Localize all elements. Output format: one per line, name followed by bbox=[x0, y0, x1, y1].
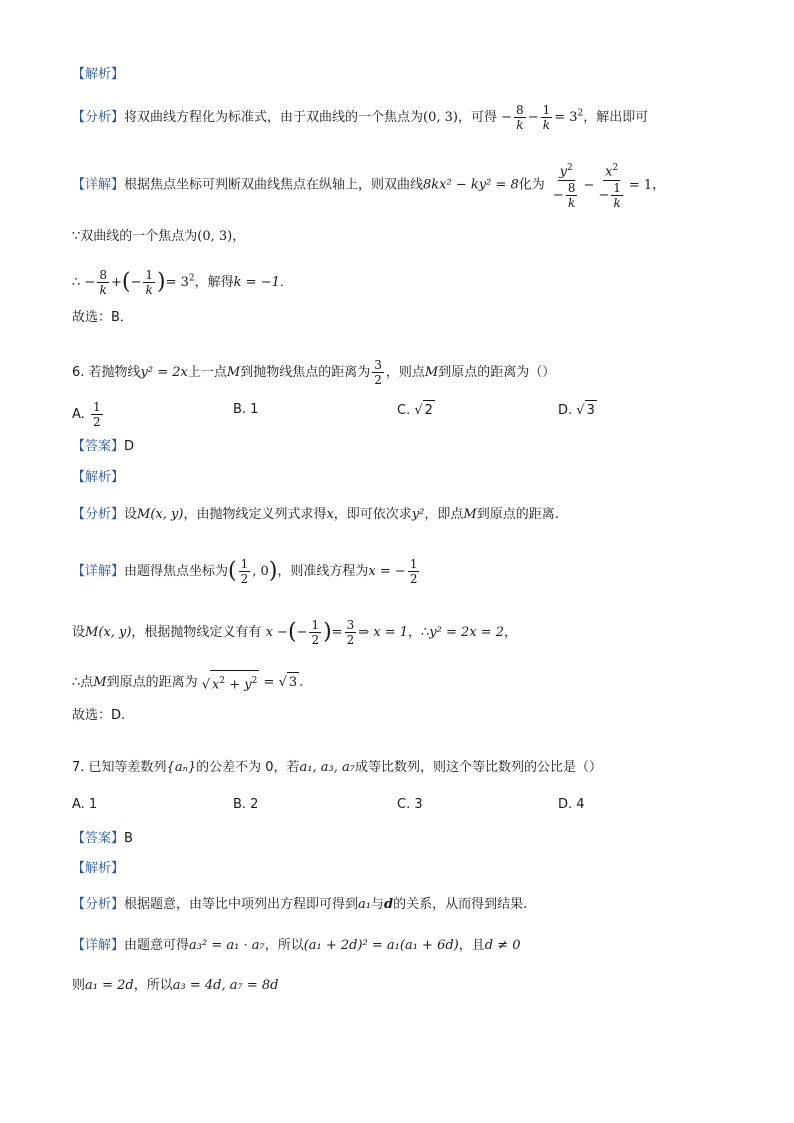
q6-option-b: B. 1 bbox=[233, 402, 259, 417]
math: (a₁ + 2d)² = a₁(a₁ + 6d) bbox=[303, 938, 459, 953]
math: M bbox=[226, 365, 241, 380]
text: 则 bbox=[72, 978, 86, 993]
q7-option-d: D. 4 bbox=[558, 797, 585, 812]
math: a₁, a₃, a₇ bbox=[299, 760, 355, 775]
text: ，即点 bbox=[424, 507, 464, 522]
option-label: A. bbox=[72, 407, 85, 422]
math: (0, 3) bbox=[423, 110, 458, 125]
text: ． bbox=[279, 275, 293, 290]
math: M(x, y) bbox=[137, 507, 184, 522]
math: {aₙ} bbox=[166, 760, 197, 775]
text: 7. 已知等差数列 bbox=[72, 760, 167, 775]
math: x = − bbox=[368, 564, 406, 579]
text: 到原点的距离为 bbox=[106, 675, 198, 691]
q6-option-d: D. √ 3 bbox=[558, 400, 597, 421]
math: a₃ = 4d, a₇ = 8d bbox=[172, 978, 279, 993]
text: 成等比数列，则这个等比数列的公比是（） bbox=[354, 760, 602, 775]
fenxi-line-1 bbox=[72, 103, 648, 132]
fenxi-tag: 【分析】 bbox=[72, 507, 125, 522]
q6-step-1 bbox=[72, 618, 517, 647]
math: d ≠ 0 bbox=[484, 938, 521, 953]
text: 到原点的距离. bbox=[476, 507, 559, 522]
answer-tag: 【答案】 bbox=[72, 831, 125, 846]
answer-value: B bbox=[124, 831, 133, 846]
math: d bbox=[384, 897, 394, 912]
text: ， bbox=[232, 229, 246, 244]
math-expression: ( $\frac{1}{2}$ , 0) bbox=[228, 557, 278, 586]
math: a₁ bbox=[358, 897, 371, 912]
xiangjie-tag: 【详解】 bbox=[72, 564, 125, 579]
q6-analysis-heading: 【解析】 bbox=[72, 470, 125, 485]
q6-step-2 bbox=[72, 670, 303, 695]
math: y² bbox=[411, 507, 425, 522]
fraction: $\frac{3}{2}$ bbox=[374, 358, 382, 387]
text: 双曲线的一个焦点为 bbox=[80, 229, 198, 244]
text: 到抛物线焦点的距离为 bbox=[240, 365, 371, 380]
answer-tag: 【答案】 bbox=[72, 439, 125, 454]
text: ∴ bbox=[72, 275, 81, 290]
text: 的关系，从而得到结果. bbox=[393, 897, 528, 912]
q7-last-line bbox=[72, 976, 278, 996]
math: ⇒ x = 1 bbox=[358, 625, 409, 640]
text: 根据题意，由等比中项列出方程即可得到 bbox=[124, 897, 359, 912]
analysis-heading: 【解析】 bbox=[72, 67, 125, 82]
text: 设 bbox=[124, 507, 138, 522]
q6-xiangjie bbox=[72, 557, 421, 586]
text: 根据焦点坐标可判断双曲线焦点在纵轴上，则双曲线 bbox=[124, 177, 424, 193]
text: ，则准线方程为 bbox=[277, 564, 369, 579]
math: y² = 2x = 2 bbox=[429, 625, 505, 640]
math: (0, 3) bbox=[197, 229, 233, 244]
xiangjie-tag: 【详解】 bbox=[72, 938, 125, 953]
xiangjie-tag: 【详解】 bbox=[72, 177, 125, 193]
q6-option-a: A. $\frac{1}{2}$ bbox=[72, 400, 101, 429]
text: 到原点的距离为（） bbox=[438, 365, 556, 380]
option-label: C. bbox=[397, 403, 411, 418]
math-expression: − $\frac{8}{k}$ − $\frac{1}{k}$ = $3^2$ bbox=[501, 103, 584, 132]
math: M bbox=[463, 507, 477, 522]
math: M bbox=[93, 675, 107, 691]
text: 设 bbox=[72, 625, 86, 640]
math-expression: x −(− $\frac{1}{2}$ )= $\frac{3}{2}$ bbox=[265, 618, 355, 647]
q7-option-c: C. 3 bbox=[397, 797, 423, 812]
q7-answer bbox=[72, 829, 133, 849]
text: ，由抛物线定义列式求得 bbox=[183, 507, 327, 522]
q7-fenxi bbox=[72, 895, 527, 915]
fraction: $\frac{1}{2}$ bbox=[409, 557, 418, 586]
q7-option-b: B. 2 bbox=[233, 797, 259, 812]
math: M bbox=[424, 365, 439, 380]
q6-option-c: C. √ 2 bbox=[397, 400, 435, 421]
q6-fenxi bbox=[72, 505, 559, 525]
answer-value: D bbox=[124, 439, 135, 454]
text: ∴点 bbox=[72, 675, 94, 691]
text: 的公差不为 0，若 bbox=[196, 760, 300, 775]
text: 将双曲线方程化为标准式，由于双曲线的一个焦点为 bbox=[124, 110, 424, 125]
math-expression: − $\frac{8}{k}$ +(− $\frac{1}{k}$ )= $3^2$ bbox=[84, 268, 195, 297]
option-label: D. bbox=[558, 403, 573, 418]
q7-analysis-heading: 【解析】 bbox=[72, 861, 125, 876]
q6-answer bbox=[72, 437, 134, 457]
fenxi-tag: 【分析】 bbox=[72, 897, 125, 912]
text: ，即可依次求 bbox=[333, 507, 412, 522]
text: 6. 若抛物线 bbox=[72, 365, 141, 380]
text: 化为 bbox=[518, 177, 545, 193]
math: x bbox=[326, 507, 334, 522]
text: ， bbox=[652, 177, 666, 193]
q7-stem bbox=[72, 758, 602, 778]
text: ，则点 bbox=[385, 365, 425, 380]
text: 上一点 bbox=[187, 365, 227, 380]
math: y² = 2x bbox=[140, 365, 188, 380]
q7-option-a: A. 1 bbox=[72, 797, 98, 812]
solve-line bbox=[72, 268, 293, 297]
text: ∵ bbox=[72, 229, 81, 244]
math: M(x, y) bbox=[85, 625, 132, 640]
text: . bbox=[299, 675, 304, 691]
math: a₁ = 2d bbox=[85, 978, 134, 993]
text: ，解出即可 bbox=[583, 110, 649, 125]
text: ，根据抛物线定义有有 bbox=[131, 625, 262, 640]
text: ，且 bbox=[458, 938, 485, 953]
text: 由题得焦点坐标为 bbox=[124, 564, 229, 579]
text: ，所以 bbox=[264, 938, 304, 953]
text: ，可得 bbox=[457, 110, 497, 125]
text: ，所以 bbox=[133, 978, 173, 993]
choose-line-1: 故选：B． bbox=[72, 310, 133, 325]
text: ，解得 bbox=[194, 275, 234, 290]
because-line bbox=[72, 227, 245, 247]
math-expression: $y^2$ − $\frac{8}{k}$ − $x^2$ − $\frac{1}{k}$ = 1 bbox=[549, 178, 652, 193]
q6-stem bbox=[72, 358, 555, 387]
math: 8kx² − ky² = 8 bbox=[423, 177, 519, 193]
q6-choose: 故选：D. bbox=[72, 708, 126, 723]
math: a₃² = a₁ · a₇ bbox=[189, 938, 265, 953]
q7-xiangjie bbox=[72, 936, 521, 956]
math-expression: √ $x^2 + y^2$ = √ 3 bbox=[202, 675, 299, 690]
math: k = −1 bbox=[233, 275, 280, 290]
text: ，∴ bbox=[408, 625, 430, 640]
text: ， bbox=[504, 625, 518, 640]
xiangjie-line-1 bbox=[72, 160, 665, 210]
text: 由题意可得 bbox=[124, 938, 190, 953]
text: 与 bbox=[371, 897, 385, 912]
fenxi-tag: 【分析】 bbox=[72, 110, 125, 125]
